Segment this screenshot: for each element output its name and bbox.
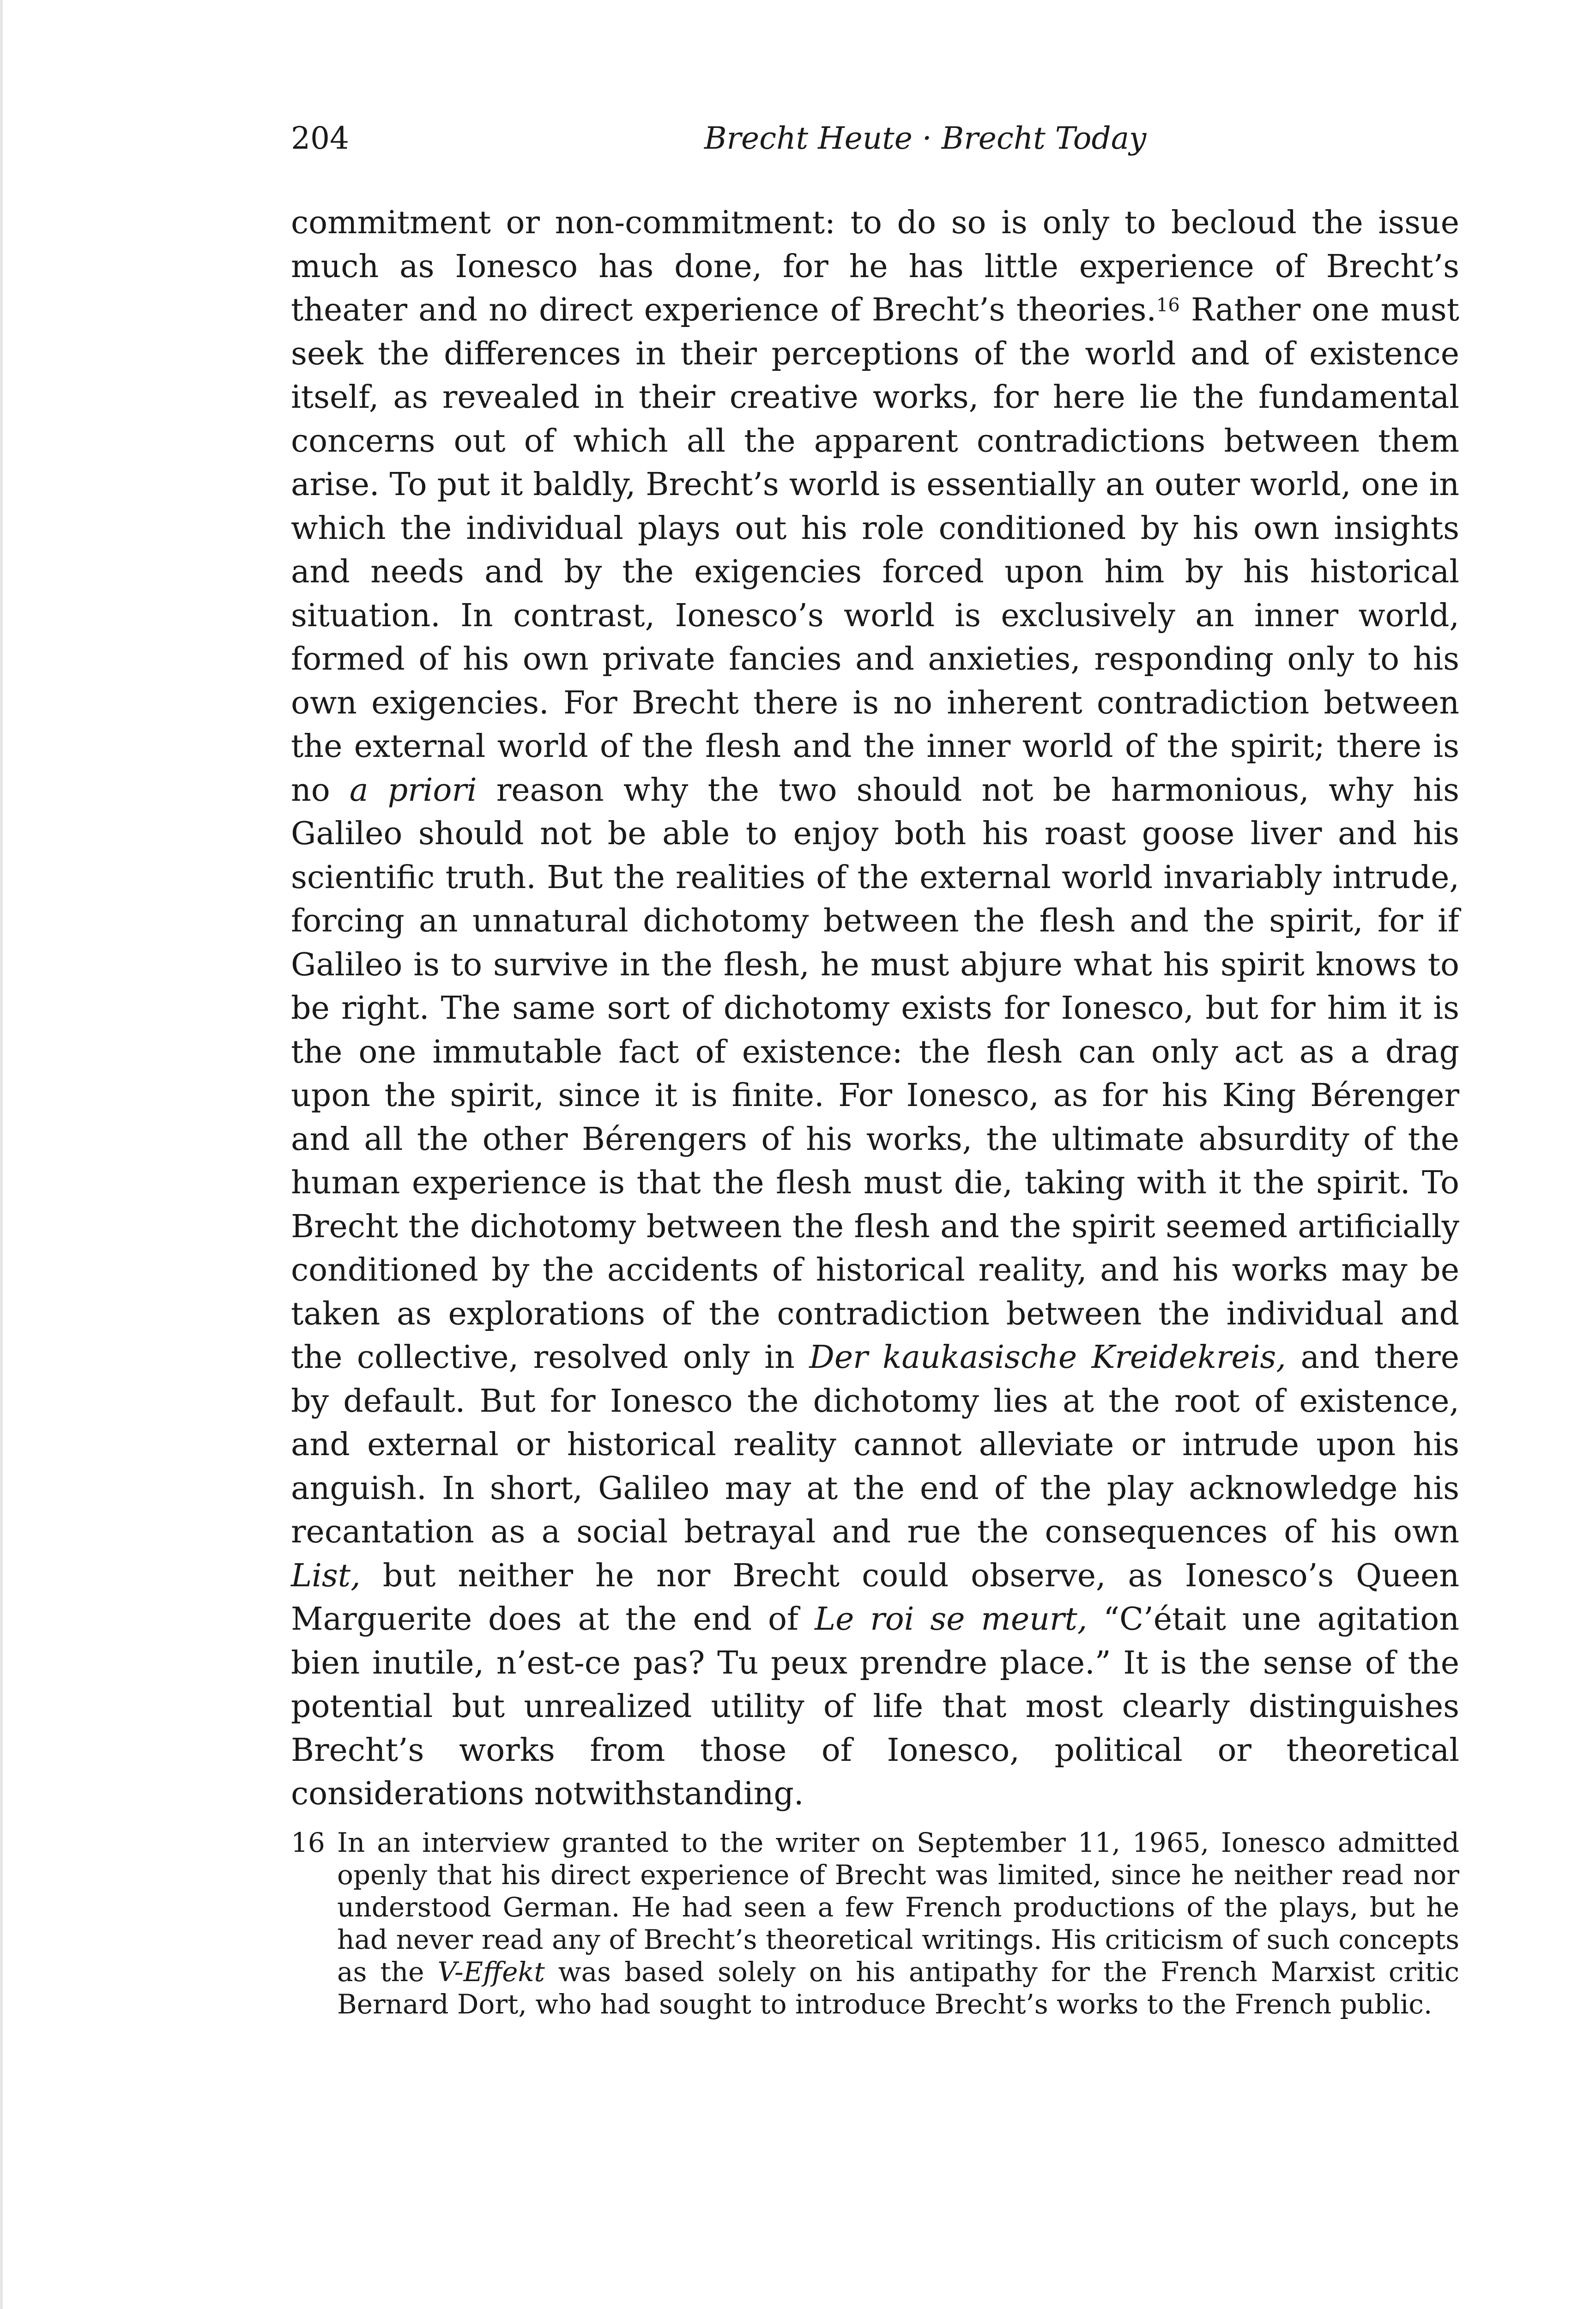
body-paragraph	[291, 201, 1459, 1816]
text-segment: but neither he nor Brecht could observe, as Ionesco’s Queen Marguerite does at the end of	[291, 1557, 1459, 1638]
footnote-number: 16	[291, 1827, 325, 1858]
footnote-text	[337, 1826, 1459, 2020]
italic-phrase: a priori	[349, 772, 477, 809]
main-text	[291, 201, 1459, 1816]
text-segment: was based solely on his antipathy for the French Marxist critic Bernard Dort, who had sought to introduce Brecht’s works to the French public.	[337, 1956, 1460, 2020]
page-number: 204	[291, 121, 349, 156]
italic-word: List,	[291, 1557, 361, 1594]
footnote-reference: 16	[1156, 295, 1180, 316]
footnote	[291, 1826, 1459, 2020]
italic-title: Le roi se meurt,	[814, 1601, 1088, 1638]
text-segment: Rather one must seek the differences in their perceptions of the world and of existence itself, as revealed in their creative works, for here lie the fundamental concerns out of which all the apparent contradictions between them arise. To put it baldly, Brecht’s world is essentially an outer world, one in which the individual plays out his role conditioned by his own insights and needs and by the exigencies forced upon him by his historical situation. In contrast, Ionesco’s world is exclusively an inner world, formed of his own private fancies and anxieties, responding only to his own exigencies. For Brecht there is no inherent contradiction between the external world of the flesh and the inner world of the spirit; there is no	[291, 292, 1459, 809]
running-title: Brecht Heute · Brecht Today	[704, 121, 1147, 156]
text-segment: and there by default. But for Ionesco the dichotomy lies at the root of existence, and external or historical reality cannot alleviate or intrude upon his anguish. In short, Galileo may at the end of the play acknowledge his recantation as a social betrayal and rue the consequences of his own	[291, 1339, 1459, 1550]
text-segment: commitment or non-commitment: to do so is only to becloud the issue much as Ionesco has done, for he has little experience of Brecht’s theater and no direct experience of Brecht’s theories.	[291, 205, 1459, 328]
page-edge-shadow	[0, 0, 3, 2309]
italic-term: V-Effekt	[437, 1956, 545, 1988]
text-segment: In an interview granted to the writer on September 11, 1965, Ionesco admitted openly that his direct experience of Brecht was limited, since he neither read nor understood German. He had seen a few French productions of the plays, but he had never read any of Brecht’s theoretical writings. His criticism of such concepts as the	[337, 1827, 1459, 1988]
running-head	[291, 115, 1459, 162]
text-segment: “C’était une agitation bien inutile, n’est-ce pas? Tu peux prendre place.” It is the sense of the potential but unrealized utility of life that most clearly distinguishes Brecht’s works from those of Ionesco, political or theoretical considerations notwithstanding.	[291, 1601, 1460, 1812]
text-segment: reason why the two should not be harmonious, why his Galileo should not be able to enjoy both his roast goose liver and his scientific truth. But the realities of the external world invariably intrude, forcing an unnatural dichotomy between the flesh and the spirit, for if Galileo is to survive in the flesh, he must abjure what his spirit knows to be right. The same sort of dichotomy exists for Ionesco, but for him it is the one immutable fact of existence: the flesh can only act as a drag upon the spirit, since it is finite. For Ionesco, as for his King Bérenger and all the other Bérengers of his works, the ultimate absurdity of the human experience is that the flesh must die, taking with it the spirit. To Brecht the dichotomy between the flesh and the spirit seemed artificially conditioned by the accidents of historical reality, and his works may be taken as explorations of the contradiction between the individual and the collective, resolved only in	[291, 772, 1460, 1376]
italic-title: Der kaukasische Kreidekreis,	[809, 1339, 1286, 1376]
